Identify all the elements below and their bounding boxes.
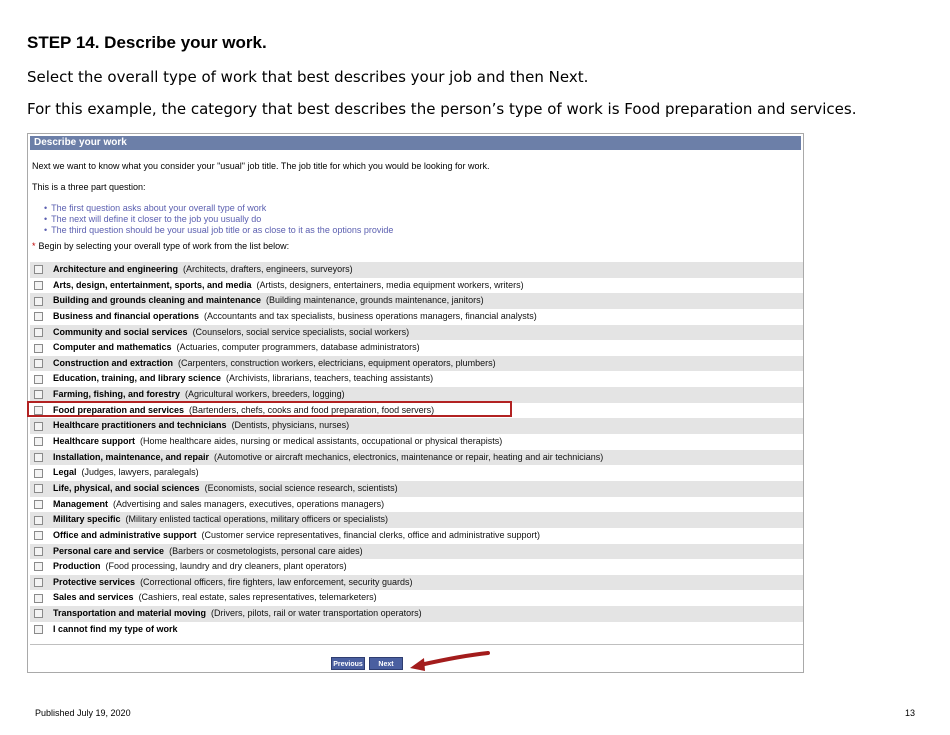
option-checkbox[interactable] bbox=[34, 328, 43, 337]
next-button[interactable]: Next bbox=[369, 657, 403, 670]
option-checkbox[interactable] bbox=[34, 484, 43, 493]
option-checkbox[interactable] bbox=[34, 437, 43, 446]
option-checkbox[interactable] bbox=[34, 359, 43, 368]
option-description: (Automotive or aircraft mechanics, electronics, maintenance or repair, heating and air technicians) bbox=[214, 451, 604, 462]
option-name: Production bbox=[53, 561, 101, 572]
option-description: (Food processing, laundry and dry cleaners, plant operators) bbox=[105, 561, 347, 572]
previous-button[interactable]: Previous bbox=[331, 657, 365, 670]
option-checkbox[interactable] bbox=[34, 453, 43, 462]
option-description: (Correctional officers, fire fighters, law enforcement, security guards) bbox=[140, 576, 413, 587]
option-checkbox[interactable] bbox=[34, 390, 43, 399]
work-type-option[interactable] bbox=[30, 262, 803, 278]
option-description: (Accountants and tax specialists, business operations managers, financial analysts) bbox=[204, 310, 537, 321]
option-checkbox[interactable] bbox=[34, 406, 43, 415]
option-name: Food preparation and services bbox=[53, 404, 185, 415]
option-checkbox[interactable] bbox=[34, 375, 43, 384]
work-type-option[interactable] bbox=[30, 575, 803, 591]
intro-instruction: Select the overall type of work that best describes your job and then Next. bbox=[27, 68, 589, 86]
option-description: (Home healthcare aides, nursing or medical assistants, occupational or physical therapists) bbox=[140, 436, 503, 447]
work-type-option[interactable] bbox=[30, 528, 803, 544]
pointer-arrow-icon bbox=[408, 649, 494, 675]
option-name: I cannot find my type of work bbox=[53, 623, 178, 634]
option-name: Healthcare support bbox=[53, 436, 136, 447]
work-type-option[interactable] bbox=[30, 309, 803, 325]
option-name: Building and grounds cleaning and maintenance bbox=[53, 295, 262, 306]
work-type-option[interactable] bbox=[30, 418, 803, 434]
option-description: (Building maintenance, grounds maintenance, janitors) bbox=[266, 295, 484, 306]
work-type-option[interactable] bbox=[30, 434, 803, 450]
option-description: (Bartenders, chefs, cooks and food preparation, food servers) bbox=[189, 404, 435, 415]
work-type-option[interactable] bbox=[30, 590, 803, 606]
option-description: (Artists, designers, entertainers, media equipment workers, writers) bbox=[256, 279, 524, 290]
instruction-text: Begin by selecting your overall type of work from the list below: bbox=[38, 241, 290, 251]
work-type-option[interactable] bbox=[30, 293, 803, 309]
work-type-option[interactable] bbox=[30, 622, 803, 638]
option-name: Farming, fishing, and forestry bbox=[53, 389, 181, 400]
published-date: Published July 19, 2020 bbox=[35, 708, 131, 718]
bullet-item: • The first question asks about your overall type of work bbox=[44, 203, 393, 214]
option-name: Protective services bbox=[53, 576, 136, 587]
option-description: (Customer service representatives, financial clerks, office and administrative support) bbox=[201, 529, 541, 540]
option-description: (Advertising and sales managers, executives, operations managers) bbox=[113, 498, 385, 509]
question-bullets bbox=[44, 203, 393, 236]
work-type-option[interactable] bbox=[30, 371, 803, 387]
option-checkbox[interactable] bbox=[34, 312, 43, 321]
option-name: Computer and mathematics bbox=[53, 342, 172, 353]
option-name: Arts, design, entertainment, sports, and media bbox=[53, 279, 252, 290]
option-name: Legal bbox=[53, 467, 77, 478]
option-name: Management bbox=[53, 498, 109, 509]
option-name: Sales and services bbox=[53, 592, 134, 603]
bullet-item: • The third question should be your usual job title or as close to it as the options provide bbox=[44, 225, 393, 236]
option-name: Construction and extraction bbox=[53, 357, 174, 368]
option-name: Architecture and engineering bbox=[53, 264, 179, 274]
option-description: (Archivists, librarians, teachers, teaching assistants) bbox=[226, 373, 434, 384]
work-type-options bbox=[30, 262, 803, 637]
work-type-option[interactable] bbox=[30, 512, 803, 528]
option-checkbox[interactable] bbox=[34, 516, 43, 525]
option-checkbox[interactable] bbox=[34, 265, 43, 274]
option-description: (Judges, lawyers, paralegals) bbox=[81, 467, 199, 478]
option-name: Healthcare practitioners and technicians bbox=[53, 420, 227, 431]
option-checkbox[interactable] bbox=[34, 422, 43, 431]
option-description: (Drivers, pilots, rail or water transportation operators) bbox=[211, 608, 422, 619]
option-name: Life, physical, and social sciences bbox=[53, 482, 200, 493]
work-type-option[interactable] bbox=[30, 497, 803, 513]
option-description: (Barbers or cosmetologists, personal care aides) bbox=[169, 545, 363, 556]
option-name: Military specific bbox=[53, 514, 121, 525]
work-type-option[interactable] bbox=[30, 325, 803, 341]
option-name: Personal care and service bbox=[53, 545, 165, 556]
option-checkbox[interactable] bbox=[34, 609, 43, 618]
option-checkbox[interactable] bbox=[34, 469, 43, 478]
option-checkbox[interactable] bbox=[34, 562, 43, 571]
option-checkbox[interactable] bbox=[34, 344, 43, 353]
work-type-option[interactable] bbox=[30, 278, 803, 294]
option-description: (Counselors, social service specialists, social workers) bbox=[192, 326, 410, 337]
option-description: (Dentists, physicians, nurses) bbox=[231, 420, 350, 431]
work-type-option[interactable] bbox=[30, 450, 803, 466]
option-checkbox[interactable] bbox=[34, 594, 43, 603]
option-name: Business and financial operations bbox=[53, 310, 200, 321]
option-checkbox[interactable] bbox=[34, 500, 43, 509]
three-part-text: This is a three part question: bbox=[32, 182, 146, 192]
intro-example: For this example, the category that best describes the person’s type of work is Food preparation and services. bbox=[27, 100, 857, 118]
option-description: (Actuaries, computer programmers, database administrators) bbox=[176, 342, 420, 353]
work-type-option[interactable] bbox=[30, 403, 803, 419]
required-mark: * bbox=[32, 241, 36, 251]
option-name: Community and social services bbox=[53, 326, 188, 337]
button-bar bbox=[30, 644, 803, 671]
work-type-option[interactable] bbox=[30, 544, 803, 560]
bullet-item: • The next will define it closer to the job you usually do bbox=[44, 214, 393, 225]
panel-title: Describe your work bbox=[30, 136, 801, 150]
option-checkbox[interactable] bbox=[34, 281, 43, 290]
option-name: Education, training, and library science bbox=[53, 373, 222, 384]
option-checkbox[interactable] bbox=[34, 297, 43, 306]
work-type-option[interactable] bbox=[30, 356, 803, 372]
option-checkbox[interactable] bbox=[34, 625, 43, 634]
option-description: (Military enlisted tactical operations, military officers or specialists) bbox=[125, 514, 388, 525]
work-type-option[interactable] bbox=[30, 465, 803, 481]
work-type-option[interactable] bbox=[30, 559, 803, 575]
option-name: Transportation and material moving bbox=[53, 608, 207, 619]
work-type-option[interactable] bbox=[30, 387, 803, 403]
option-description: (Carpenters, construction workers, electricians, equipment operators, plumbers) bbox=[178, 357, 496, 368]
option-checkbox[interactable] bbox=[34, 531, 43, 540]
work-type-option[interactable] bbox=[30, 481, 803, 497]
option-name: Installation, maintenance, and repair bbox=[53, 451, 210, 462]
describe-work-panel bbox=[27, 133, 804, 673]
page-number: 13 bbox=[905, 708, 916, 718]
selection-instruction bbox=[32, 241, 289, 251]
option-checkbox[interactable] bbox=[34, 578, 43, 587]
option-description: (Cashiers, real estate, sales representatives, telemarketers) bbox=[138, 592, 377, 603]
option-name: Office and administrative support bbox=[53, 529, 197, 540]
option-description: (Agricultural workers, breeders, logging) bbox=[185, 389, 345, 400]
option-checkbox[interactable] bbox=[34, 547, 43, 556]
step-heading: STEP 14. Describe your work. bbox=[27, 33, 267, 52]
work-type-option[interactable] bbox=[30, 340, 803, 356]
option-description: (Architects, drafters, engineers, surveyors) bbox=[183, 264, 353, 274]
usual-job-text: Next we want to know what you consider your "usual" job title. The job title for which you would be looking for work. bbox=[32, 161, 490, 171]
work-type-option[interactable] bbox=[30, 606, 803, 622]
option-description: (Economists, social science research, scientists) bbox=[204, 482, 398, 493]
